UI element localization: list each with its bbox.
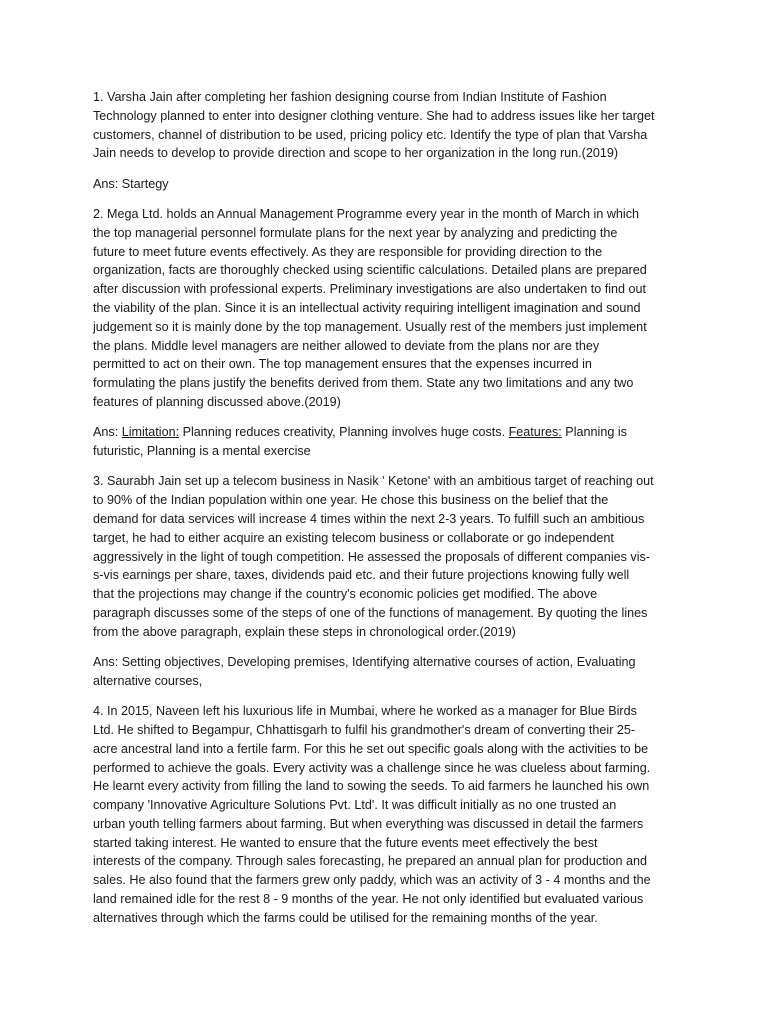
text-line: future to meet future events effectively. As they are responsible for providing direction to the (93, 244, 603, 259)
text-line: Technology planned to enter into designer clothing venture. She had to address issues like her target (93, 108, 655, 123)
text-line: started taking interest. He wanted to ensure that the future events meet effectively the best (93, 835, 598, 850)
text-line: sales. He also found that the farmers grew only paddy, which was an activity of 3 - 4 months and the (93, 873, 651, 888)
text-line: aggressively in the light of tough competition. He assessed the proposals of different companies vis- (93, 549, 650, 564)
answer-2-line-2: futuristic, Planning is a mental exercise (93, 444, 311, 459)
text-line: He learnt every activity from filling the land to sowing the seeds. To aid farmers he launched his own (93, 779, 650, 794)
text-line: demand for data services will increase 4 times within the next 2-3 years. To fulfill such an ambitious (93, 511, 645, 526)
text-line: land remained idle for the rest 8 - 9 months of the year. He not only identified but evaluated various (93, 892, 644, 907)
text-line: after discussion with professional experts. Preliminary investigations are also undertaken to find out (93, 282, 647, 297)
text-line: the viability of the plan. Since it is an intellectual activity requiring intelligent imagination and sound (93, 300, 641, 315)
text-line: from the above paragraph, explain these steps in chronological order.(2019) (93, 624, 516, 639)
limitation-text: Planning reduces creativity, Planning involves huge costs. (179, 425, 509, 440)
text-line: 2. Mega Ltd. holds an Annual Management Programme every year in the month of March in which (93, 206, 640, 221)
text-line: that the projections may change if the country's economic policies get modified. The above (93, 587, 598, 602)
text-line: Ans: Setting objectives, Developing premises, Identifying alternative courses of action, Evaluating (93, 655, 636, 670)
text-line: interests of the company. Through sales forecasting, he prepared an annual plan for production and (93, 854, 648, 869)
answer-2-line-1 (93, 423, 693, 442)
question-2 (93, 205, 693, 412)
text-line: paragraph discusses some of the steps of one of the functions of management. By quoting the lines (93, 605, 648, 620)
answer-3 (93, 653, 693, 691)
text-line: 1. Varsha Jain after completing her fashion designing course from Indian Institute of Fashion (93, 90, 607, 104)
text-line: Jain needs to develop to provide direction and scope to her organization in the long run.(2019) (93, 146, 619, 161)
text-line: organization, facts are thoroughly checked using scientific calculations. Detailed plans are prepared (93, 263, 647, 278)
features-text: Planning is (561, 425, 627, 440)
text-line: judgement so it is mainly done by the top management. Usually rest of the members just implement (93, 319, 647, 334)
text-line: Ans: Startegy (93, 176, 169, 191)
limitation-label: Limitation: (121, 425, 180, 440)
answer-2 (93, 423, 693, 461)
text-line: 3. Saurabh Jain set up a telecom business in Nasik ' Ketone' with an ambitious target of reaching out (93, 474, 654, 489)
text-line: alternatives through which the farms could be utilised for the remaining months of the year. (93, 910, 598, 925)
text-line: the plans. Middle level managers are neither allowed to deviate from the plans nor are they (93, 338, 600, 353)
question-3 (93, 472, 693, 641)
text-line: features of planning discussed above.(2019) (93, 394, 341, 409)
question-1 (93, 88, 693, 163)
text-line: customers, channel of distribution to be used, pricing policy etc. Identify the type of plan that Varsha (93, 127, 648, 142)
text-line: alternative courses, (93, 673, 203, 688)
text-line: Ltd. He shifted to Begampur, Chhattisgarh to fulfil his grandmother's dream of converting their 25- (93, 722, 636, 737)
text-line: formulating the plans justify the benefits derived from them. State any two limitations and any two (93, 376, 634, 391)
text-line: to 90% of the Indian population within one year. He chose this business on the belief that the (93, 493, 609, 508)
answer-prefix: Ans: (93, 425, 122, 440)
document-page (93, 88, 693, 928)
text-line: 4. In 2015, Naveen left his luxurious life in Mumbai, where he worked as a manager for Blue Birds (93, 704, 637, 719)
text-line: the top managerial personnel formulate plans for the next year by analyzing and predicting the (93, 225, 618, 240)
text-line: permitted to act on their own. The top management ensures that the expenses incurred in (93, 357, 592, 372)
text-line: target, he had to either acquire an existing telecom business or collaborate or go independent (93, 530, 614, 545)
text-line: acre ancestral land into a fertile farm. For this he set out specific goals along with the activities to be (93, 741, 649, 756)
answer-1 (93, 175, 693, 194)
text-line: urban youth telling farmers about farming. But when everything was discussed in detail the farmers (93, 816, 644, 831)
text-line: company 'Innovative Agriculture Solutions Pvt. Ltd'. It was difficult initially as no one trusted an (93, 798, 617, 813)
features-label: Features: (508, 425, 562, 440)
question-4 (93, 702, 693, 928)
text-line: performed to achieve the goals. Every activity was a challenge since he was clueless about farming. (93, 760, 651, 775)
text-line: s-vis earnings per share, taxes, dividends paid etc. and their future projections knowing fully well (93, 568, 630, 583)
